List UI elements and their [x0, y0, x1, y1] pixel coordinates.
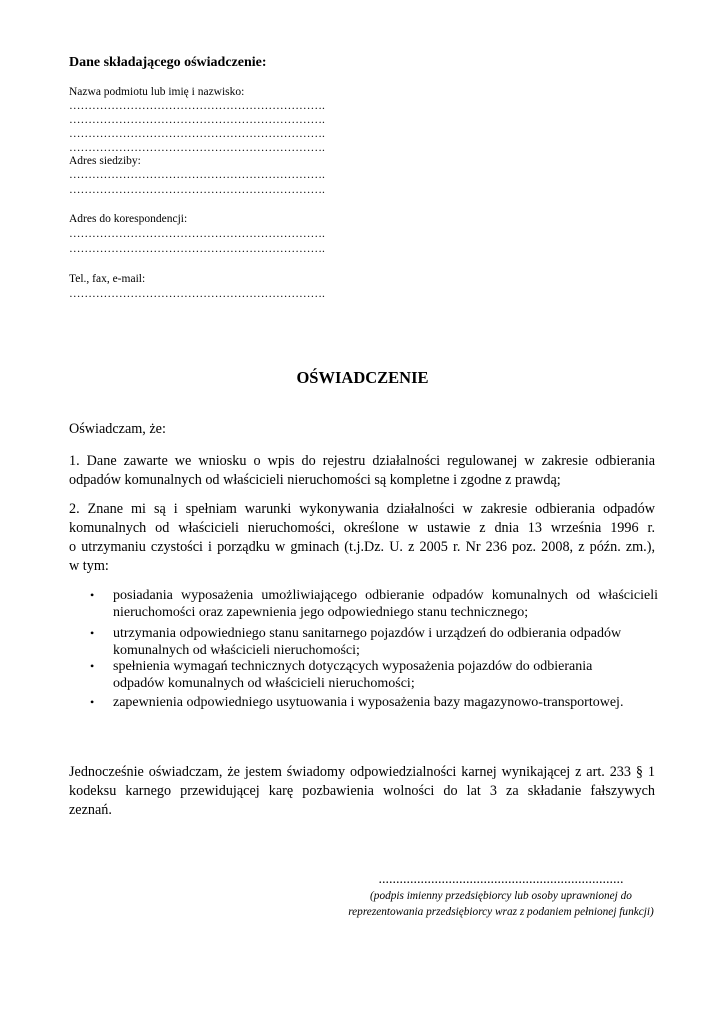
point-1-line-1: 1. Dane zawarte we wniosku o wpis do rejestru działalności regulowanej w zakresie odbierania [69, 453, 655, 469]
point-2-line-2: komunalnych od właścicieli nieruchomości, określone w ustawie z dnia 13 września 1996 r. [69, 520, 655, 536]
list-item [113, 694, 658, 711]
point-1 [69, 452, 655, 490]
intro-text: Oświadczam, że: [69, 421, 166, 437]
closing-line-3: zeznań. [69, 802, 112, 818]
name-dots-1: …………………………………………………………. [69, 100, 325, 112]
list-item [113, 658, 658, 692]
signature-caption: (podpis imienny przedsiębiorcy lub osoby uprawnionej do reprezentowania przedsiębiorcy wraz z podaniem pełnionej funkcji) [348, 890, 654, 918]
closing-line-2: kodeksu karnego przewidującej karę pozbawienia wolności do lat 3 za składanie fałszywych [69, 783, 655, 799]
list-item-line-1: zapewnienia odpowiedniego usytuowania i wyposażenia bazy magazynowo-transportowej. [113, 695, 624, 710]
closing-statement [69, 763, 655, 820]
list-item [113, 587, 658, 621]
bullet-icon: • [90, 659, 95, 673]
list-item-line-1: posiadania wyposażenia umożliwiającego odbieranie odpadów komunalnych od właścicieli [113, 588, 658, 603]
address-dots-1: …………………………………………………………. [69, 169, 325, 181]
contact-label: Tel., fax, e-mail: [69, 273, 146, 285]
document-title: OŚWIADCZENIE [296, 368, 429, 387]
list-item-line-2: odpadów komunalnych od właścicieli nieruchomości; [113, 676, 415, 691]
point-2 [69, 500, 655, 576]
applicant-data-heading: Dane składającego oświadczenie: [69, 55, 267, 70]
point-1-line-2: odpadów komunalnych od właścicieli nieruchomości są kompletne i zgodne z prawdą; [69, 472, 561, 488]
name-label: Nazwa podmiotu lub imię i nazwisko: [69, 86, 245, 98]
list-item-line-2: nieruchomości oraz zapewnienia jego odpowiedniego stanu technicznego; [113, 605, 529, 620]
contact-dots: …………………………………………………………. [69, 288, 325, 300]
address-label: Adres siedziby: [69, 155, 141, 167]
list-item-line-1: utrzymania odpowiedniego stanu sanitarnego pojazdów i urządzeń do odbierania odpadów [113, 626, 622, 641]
correspondence-dots-2: …………………………………………………………. [69, 243, 325, 255]
address-dots-2: …………………………………………………………. [69, 184, 325, 196]
correspondence-dots-1: …………………………………………………………. [69, 228, 325, 240]
correspondence-label: Adres do korespondencji: [69, 213, 188, 225]
closing-line-1: Jednocześnie oświadczam, że jestem świadomy odpowiedzialności karnej wynikającej z art. 233 § 1 [69, 764, 655, 780]
point-2-line-3: o utrzymaniu czystości i porządku w gminach (t.j.Dz. U. z 2005 r. Nr 236 poz. 2008, z późn. zm.), [69, 539, 655, 555]
bullet-icon: • [90, 588, 95, 602]
name-dots-2: …………………………………………………………. [69, 114, 325, 126]
list-item-line-1: spełnienia wymagań technicznych dotyczących wyposażenia pojazdów do odbierania [113, 659, 593, 674]
point-2-line-4: w tym: [69, 558, 109, 574]
list-item-line-2: komunalnych od właścicieli nieruchomości; [113, 643, 360, 658]
name-dots-4: …………………………………………………………. [69, 142, 325, 154]
point-2-line-1: 2. Znane mi są i spełniam warunki wykonywania działalności w zakresie odbierania odpadów [69, 501, 655, 517]
list-item [113, 625, 658, 659]
signature-line: ...................................................................... [378, 872, 624, 887]
bullet-icon: • [90, 695, 95, 709]
bullet-icon: • [90, 626, 95, 640]
name-dots-3: …………………………………………………………. [69, 128, 325, 140]
